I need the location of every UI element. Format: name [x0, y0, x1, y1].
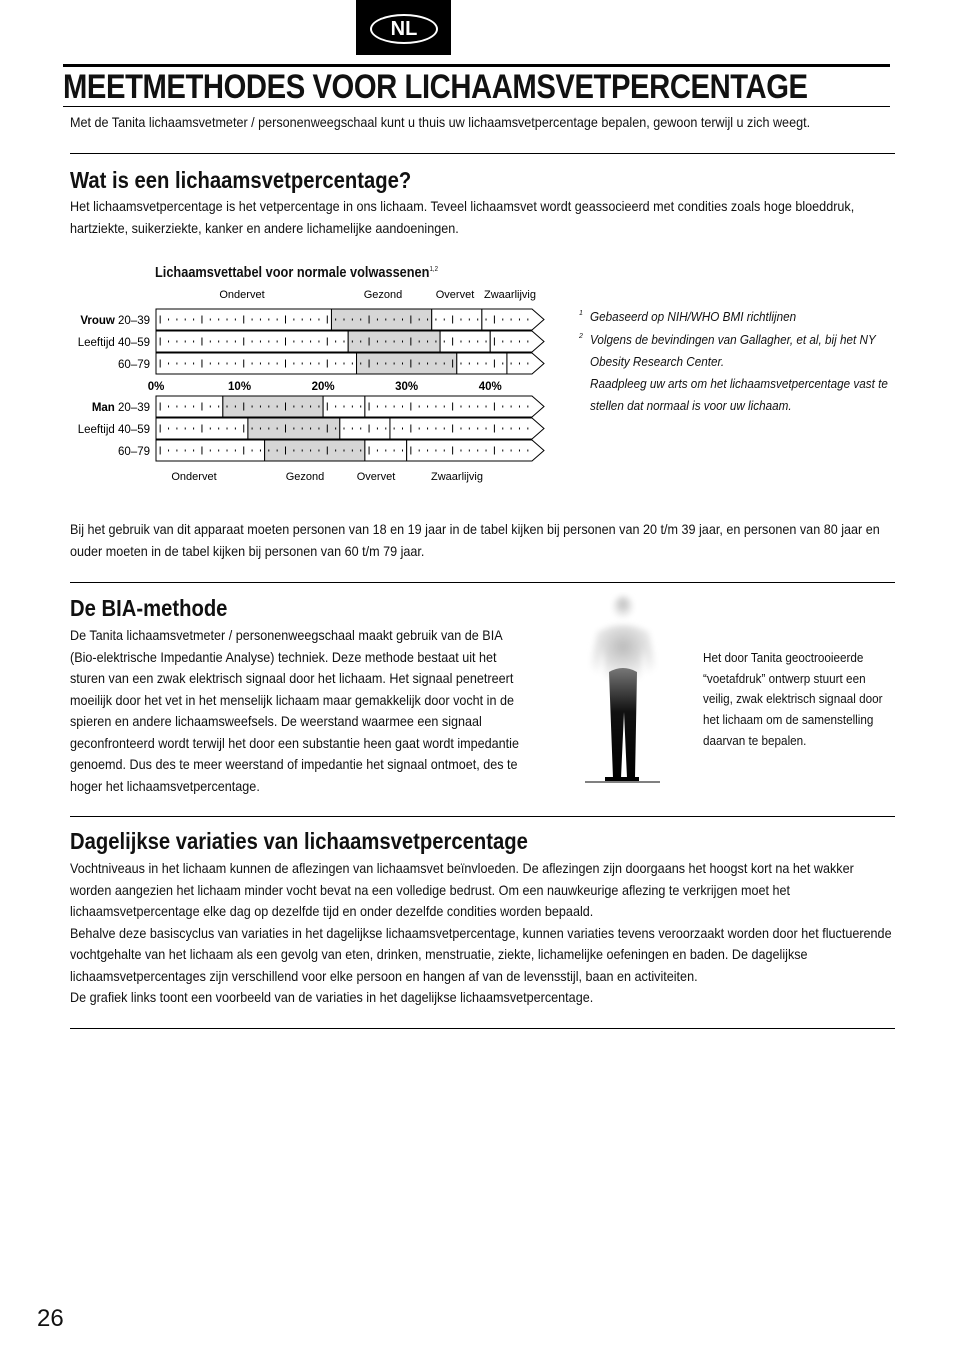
section-divider [70, 153, 895, 154]
axis-tick-label: 0% [147, 381, 165, 393]
age-range: 40–59 [118, 424, 150, 436]
language-badge [356, 0, 451, 55]
section-divider [70, 1028, 895, 1029]
section-body-bia: De Tanita lichaamsvetmeter / personenweegschaal maakt gebruik van de BIA (Bio-elektrische Impedantie Analyse) techniek. Deze methode bestaat uit het sturen van een zwak elektrisch signaal door het lichaam. Het signaal penetreert moeilijk door het vet in het menselijk lichaam maar gemakkelijk door vocht in de spieren en andere lichaamsweefsels. De weerstand waarmee een signaal geconfronteerd wordt terwijl het door een substantie heen gaat wordt impedantie genoemd. Dus des te meer weerstand of impedantie het signaal ontmoet, des te hoger het lichaamsvetpercentage. [70, 627, 519, 794]
women-row-segment [432, 309, 482, 330]
page-number: 26 [37, 1305, 64, 1332]
paragraph: De grafiek links toont een voorbeeld van de variaties in het dagelijkse lichaamsvetpercentage. [70, 989, 594, 1005]
paragraph: Behalve deze basiscyclus van variaties in het dagelijkse lichaamsvetpercentage, kunnen variaties tevens veroorzaakt worden door het fluctuerende vochtgehalte van het lichaam als een gevolg van eten, drinken, menstruatie, ziekte, lichamelijke oefeningen en baden. De dagelijkse lichaamsvetpercentages zijn verschillend voor elke persoon en hangen af van de levensstijl, baan en activiteiten. [70, 924, 892, 984]
intro-text: Met de Tanita lichaamsvetmeter / personenweegschaal kunt u thuis uw lichaamsvetpercentage bepalen, gewoon terwijl u zich weegt. [70, 114, 811, 130]
men-row-segment [265, 440, 365, 461]
men-row-segment [340, 418, 390, 439]
age-range: 20–39 [118, 315, 150, 327]
women-row-label [80, 315, 150, 327]
age-label: Leeftijd [77, 424, 119, 436]
age-note: Bij het gebruik van dit apparaat moeten personen van 18 en 19 jaar in de tabel kijken bij personen van 20 t/m 39 jaar, en personen van 80 jaar en ouder moeten in de tabel kijken bij personen van 60 t/m 79 jaar. [70, 521, 880, 559]
age-range: 40–59 [118, 337, 150, 349]
women-row-segment-arrow [490, 331, 544, 352]
age-range: 60–79 [118, 359, 150, 371]
axis-tick-label: 20% [311, 381, 335, 393]
section-divider [70, 582, 895, 583]
bottom-category-label: Zwaarlijvig [431, 471, 483, 483]
chart-title: Lichaamsvettabel voor normale volwassenen$^{1,2}$ [155, 265, 439, 281]
language-code: NL [370, 14, 438, 44]
women-row-segment [440, 331, 490, 352]
age-range: 60–79 [118, 446, 150, 458]
section-heading-bia: De BIA-methode [70, 595, 228, 621]
footnote-2: 2 Volgens de bevindingen van Gallagher, et al, bij het NY Obesity Research Center. [579, 332, 876, 369]
women-row-segment [156, 353, 357, 374]
axis-tick-label: 30% [395, 381, 419, 393]
group-label: Man [91, 402, 119, 414]
men-row-label [92, 402, 150, 414]
chart-title-superscript: 1,2 [429, 266, 439, 274]
page-title: MEETMETHODES VOOR LICHAAMSVETPERCENTAGE [63, 68, 808, 106]
bottom-category-label: Ondervet [171, 471, 217, 483]
section-body-fat-percentage: Het lichaamsvetpercentage is het vetpercentage in ons lichaam. Teveel lichaamsvet wordt geassocieerd met condities zoals hoge bloeddruk, hartziekte, suikerziekte, kanker en andere lichamelijke aandoeningen. [70, 198, 855, 236]
section-heading-daily-variations: Dagelijkse variaties van lichaamsvetpercentage [70, 828, 528, 854]
men-row-segment-arrow [390, 418, 544, 439]
women-row-label [118, 359, 150, 371]
women-row-segment [331, 309, 431, 330]
men-row-segment [156, 396, 223, 417]
paragraph: Vochtniveaus in het lichaam kunnen de aflezingen van lichaamsvet beïnvloeden. De aflezingen zijn doorgaans het hoogst kort na het wakker worden aangezien het lichaam minder vocht bevat na een volledige bedrust. Om een nauwkeurige aflezing te verkrijgen moet het lichaamsvetpercentage elke dag op dezelfde tijd en onder dezelfde condities worden bepaald. [70, 860, 854, 919]
figure-caption: Het door Tanita geoctrooieerde “voetafdruk” ontwerp stuurt een veilig, zwak elektrisch signaal door het lichaam om de samenstelling daarvan te bepalen. [703, 650, 883, 748]
bottom-category-label: Gezond [285, 471, 325, 483]
footnotes [578, 306, 928, 417]
age-label: Leeftijd [77, 337, 119, 349]
top-category-label: Gezond [363, 289, 403, 301]
women-row-segment-arrow [507, 353, 544, 374]
men-row-segment [223, 396, 323, 417]
women-row-segment [357, 353, 457, 374]
axis-tick-label: 40% [478, 381, 502, 393]
top-category-label: Overvet [435, 289, 475, 301]
men-row-label [78, 424, 150, 436]
title-bottom-rule [63, 106, 890, 107]
women-row-segment [457, 353, 507, 374]
section-divider [70, 816, 895, 817]
body-fat-chart [70, 280, 560, 490]
title-top-rule [63, 64, 890, 67]
women-row-segment-arrow [482, 309, 544, 330]
footnote-1: 1 Gebaseerd op NIH/WHO BMI richtlijnen [579, 309, 797, 324]
section-heading-fat-percentage: Wat is een lichaamsvetpercentage? [70, 167, 412, 193]
group-label: Vrouw [80, 315, 119, 327]
axis-tick-label: 10% [228, 381, 252, 393]
men-row-label [118, 446, 150, 458]
human-figure-illustration [585, 592, 660, 784]
top-category-label: Ondervet [219, 289, 265, 301]
bottom-category-label: Overvet [356, 471, 396, 483]
men-row-segment-arrow [365, 396, 544, 417]
footnote-3: Raadpleeg uw arts om het lichaamsvetpercentage vast te stellen dat normaal is voor uw lichaam. [590, 376, 888, 413]
women-row-label [78, 337, 150, 349]
age-range: 20–39 [118, 402, 150, 414]
top-category-label: Zwaarlijvig [484, 289, 536, 301]
section-body-daily-variations [70, 858, 898, 1009]
